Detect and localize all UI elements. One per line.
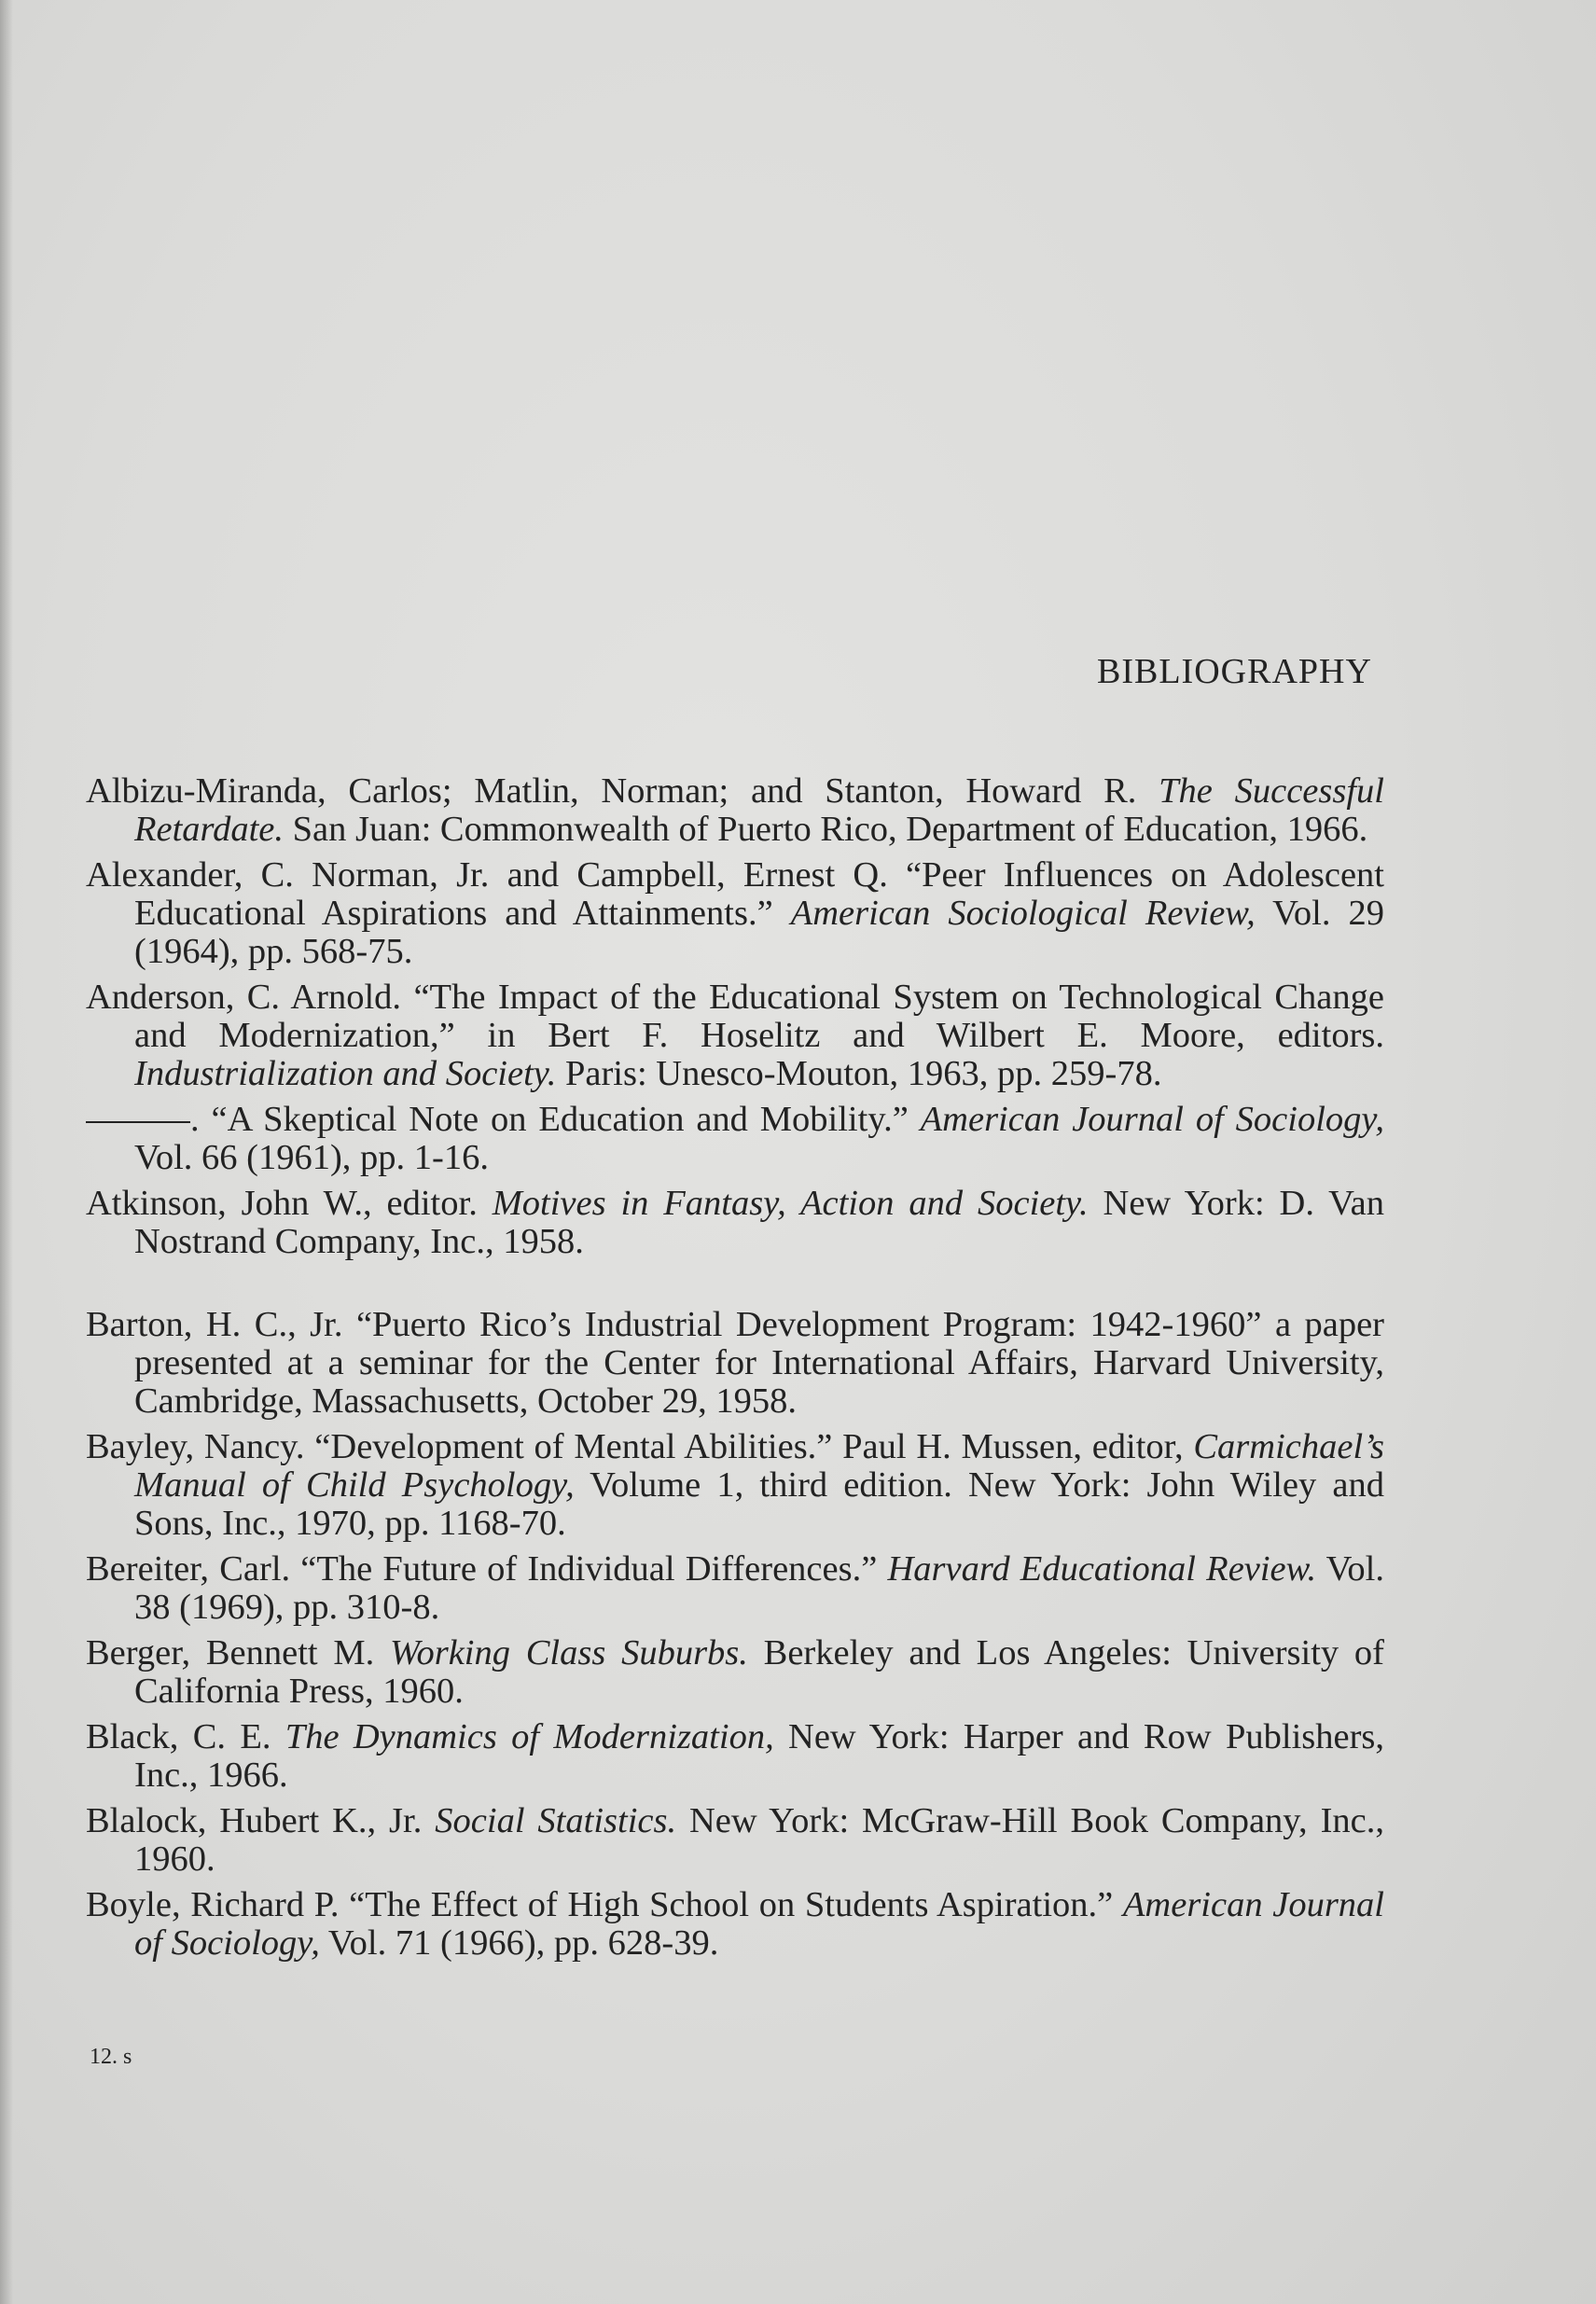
entry-title: Motives in Fantasy, Action and Society. xyxy=(492,1184,1089,1223)
bibliography-entry xyxy=(86,1101,1384,1177)
entry-title: American Journal of Sociology, xyxy=(134,1885,1384,1963)
entry-text: Bereiter, Carl. “The Future of Individual Differences.” xyxy=(86,1549,888,1589)
bibliography-entry xyxy=(86,856,1384,971)
entry-title: The Dynamics of Modernization, xyxy=(285,1717,774,1756)
entry-text: Albizu-Miranda, Carlos; Matlin, Norman; and Stanton, Howard R. xyxy=(86,771,1159,811)
bibliography-entry xyxy=(86,1718,1384,1795)
entry-title: Working Class Suburbs. xyxy=(389,1633,748,1672)
entry-text: Black, C. E. xyxy=(86,1717,285,1756)
entry-text: Bayley, Nancy. “Development of Mental Abilities.” Paul H. Mussen, editor, xyxy=(86,1427,1194,1466)
entry-text: Paris: Unesco-Mouton, 1963, pp. 259-78. xyxy=(556,1054,1162,1093)
bibliography-entry xyxy=(86,772,1384,849)
page-footer-signature: 12. s xyxy=(90,2045,132,2069)
bibliography-entry xyxy=(86,1306,1384,1421)
entry-text: Vol. 38 (1969), pp. 310-8. xyxy=(134,1549,1384,1627)
entry-title: Social Statistics. xyxy=(435,1801,677,1840)
entry-text: Blalock, Hubert K., Jr. xyxy=(86,1801,436,1840)
entry-text: Berger, Bennett M. xyxy=(86,1633,390,1672)
entry-text: Boyle, Richard P. “The Effect of High School on Students Aspiration.” xyxy=(86,1885,1123,1924)
entry-text: New York: McGraw-Hill Book Company, Inc., 1960. xyxy=(134,1801,1385,1879)
entry-title: The Successful Retardate. xyxy=(134,771,1384,849)
bibliography-entry xyxy=(86,1634,1384,1711)
bibliography-entry xyxy=(86,1185,1384,1261)
entry-text: . “A Skeptical Note on Education and Mobility.” xyxy=(190,1100,921,1139)
bibliography-list xyxy=(86,772,1384,1970)
entry-text: New York: Harper and Row Publishers, Inc., 1966. xyxy=(134,1717,1385,1795)
entry-text: Vol. 71 (1966), pp. 628-39. xyxy=(319,1923,719,1963)
bibliography-entry xyxy=(86,1550,1384,1627)
ditto-dash xyxy=(86,1121,190,1123)
bibliography-entry xyxy=(86,979,1384,1093)
entry-text: Volume 1, third edition. New York: John Wiley and Sons, Inc., 1970, pp. 1168-70. xyxy=(134,1465,1385,1543)
entry-title: American Journal of Sociology, xyxy=(920,1100,1384,1139)
entry-title: American Sociological Review, xyxy=(790,894,1256,933)
entry-text: Vol. 66 (1961), pp. 1-16. xyxy=(134,1138,489,1177)
bibliography-entry xyxy=(86,1428,1384,1543)
entry-text: Vol. 29 (1964), pp. 568-75. xyxy=(134,894,1384,971)
entry-title: Carmichael’s Manual of Child Psychology, xyxy=(134,1427,1384,1505)
entry-text: Alexander, C. Norman, Jr. and Campbell, Ernest Q. “Peer Influences on Adolescent Educational Aspirations and Attainments.” xyxy=(86,855,1384,933)
entry-text: New York: D. Van Nostrand Company, Inc., 1958. xyxy=(134,1184,1384,1261)
entry-text: Barton, H. C., Jr. “Puerto Rico’s Industrial Development Program: 1942-1960” a paper presented at a seminar for the Center for International Affairs, Harvard University, Cambridge, Massachusetts, October 29, 1958. xyxy=(86,1305,1384,1421)
entry-title: Industrialization and Society. xyxy=(134,1054,557,1093)
entry-title: Harvard Educational Review. xyxy=(887,1549,1317,1589)
page-title: BIBLIOGRAPHY xyxy=(1097,652,1372,691)
entry-text: Anderson, C. Arnold. “The Impact of the Educational System on Technological Change and Modernization,” in Bert F. Hoselitz and Wilbert E. Moore, editors. xyxy=(86,978,1384,1055)
bibliography-entry xyxy=(86,1886,1384,1963)
entry-text: San Juan: Commonwealth of Puerto Rico, Department of Education, 1966. xyxy=(284,810,1368,849)
entry-text: Berkeley and Los Angeles: University of California Press, 1960. xyxy=(134,1633,1384,1711)
bibliography-entry xyxy=(86,1802,1384,1879)
page-binding-shadow xyxy=(0,0,13,2304)
entry-text: Atkinson, John W., editor. xyxy=(86,1184,493,1223)
